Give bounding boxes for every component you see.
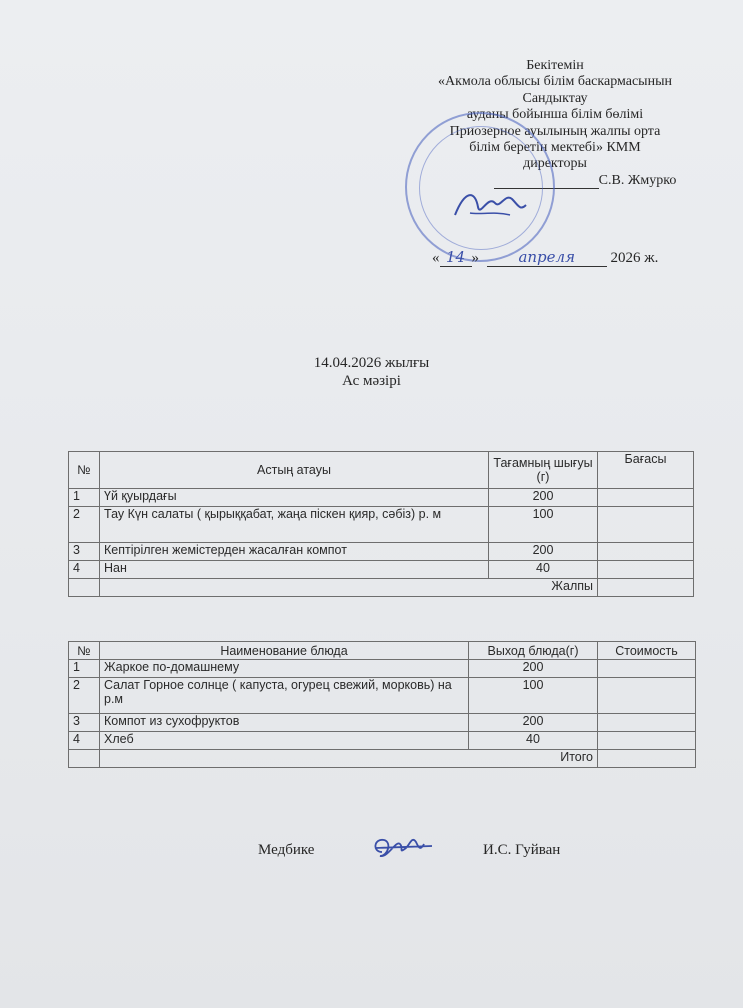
row-name: Тау Күн салаты ( қырыққабат, жаңа піскен қияр, сәбіз) р. м	[100, 507, 489, 543]
table-total-row	[69, 579, 694, 597]
date-day: 14	[440, 248, 472, 267]
director-signature-icon	[450, 185, 530, 225]
row-output: 200	[469, 660, 598, 678]
table-header-row	[69, 452, 694, 489]
row-name: Үй қуырдағы	[100, 489, 489, 507]
row-price	[598, 660, 696, 678]
row-num: 2	[69, 678, 100, 714]
row-output: 200	[489, 543, 598, 561]
table-row	[69, 543, 694, 561]
approval-line-3: Сандыктау	[522, 90, 588, 106]
approval-signer: С.В. Жмурко	[598, 172, 677, 188]
date-quote-close: »	[471, 250, 479, 266]
row-name: Компот из сухофруктов	[100, 714, 469, 732]
total-label: Жалпы	[100, 579, 598, 597]
menu-table-ru	[68, 641, 696, 768]
row-num: 4	[69, 561, 100, 579]
row-price	[598, 543, 694, 561]
total-num-cell	[69, 750, 100, 768]
table-row	[69, 678, 696, 714]
row-num: 3	[69, 714, 100, 732]
col-header-output: Тағамның шығуы (г)	[489, 452, 598, 489]
date-quote-open: «	[432, 250, 440, 266]
approval-line-5: Приозерное ауылының жалпы орта	[449, 123, 661, 139]
row-price	[598, 507, 694, 543]
col-header-price: Стоимость	[598, 642, 696, 660]
nurse-role: Медбике	[258, 842, 315, 858]
row-output: 100	[469, 678, 598, 714]
table-row	[69, 660, 696, 678]
row-output: 200	[489, 489, 598, 507]
approval-line-7: директоры	[523, 156, 587, 172]
row-price	[598, 732, 696, 750]
col-header-price: Бағасы	[598, 452, 694, 489]
total-value-cell	[598, 750, 696, 768]
row-price	[598, 714, 696, 732]
row-output: 40	[489, 561, 598, 579]
row-num: 3	[69, 543, 100, 561]
row-price	[598, 489, 694, 507]
menu-date: 14.04.2026 жылғы	[313, 355, 430, 371]
table-row	[69, 732, 696, 750]
row-name: Кептірілген жемістерден жасалған компот	[100, 543, 489, 561]
table-row	[69, 714, 696, 732]
date-year: 2026 ж.	[610, 250, 659, 266]
table-row	[69, 561, 694, 579]
row-price	[598, 561, 694, 579]
row-name: Нан	[100, 561, 489, 579]
menu-title: Ас мәзірі	[342, 373, 401, 389]
col-header-output: Выход блюда(г)	[469, 642, 598, 660]
approval-line-4: ауданы бойынша білім бөлімі	[466, 107, 644, 123]
menu-table-kz	[68, 451, 694, 597]
approval-date	[432, 248, 658, 267]
approval-line-1: Бекітемін	[526, 58, 584, 73]
total-value-cell	[598, 579, 694, 597]
approval-line-6: білім беретін мектебі» КММ	[469, 140, 641, 156]
table-total-row	[69, 750, 696, 768]
nurse-name: И.С. Гуйван	[483, 842, 561, 858]
table-header-row	[69, 642, 696, 660]
col-header-name: Наименование блюда	[100, 642, 469, 660]
row-output: 200	[469, 714, 598, 732]
total-num-cell	[69, 579, 100, 597]
row-name: Хлеб	[100, 732, 469, 750]
row-num: 1	[69, 489, 100, 507]
row-num: 4	[69, 732, 100, 750]
col-header-num: №	[69, 452, 100, 489]
row-num: 1	[69, 660, 100, 678]
table-row	[69, 507, 694, 543]
approval-line-2: «Акмола облысы білім баскармасынын	[438, 74, 672, 90]
col-header-num: №	[69, 642, 100, 660]
table-row	[69, 489, 694, 507]
date-month: апреля	[487, 248, 607, 267]
row-name: Салат Горное солнце ( капуста, огурец свежий, морковь) на р.м	[100, 678, 469, 714]
nurse-signature-icon	[368, 830, 438, 866]
total-label: Итого	[100, 750, 598, 768]
col-header-name: Астың атауы	[100, 452, 489, 489]
row-output: 100	[489, 507, 598, 543]
row-name: Жаркое по-домашнему	[100, 660, 469, 678]
row-num: 2	[69, 507, 100, 543]
row-price	[598, 678, 696, 714]
row-output: 40	[469, 732, 598, 750]
